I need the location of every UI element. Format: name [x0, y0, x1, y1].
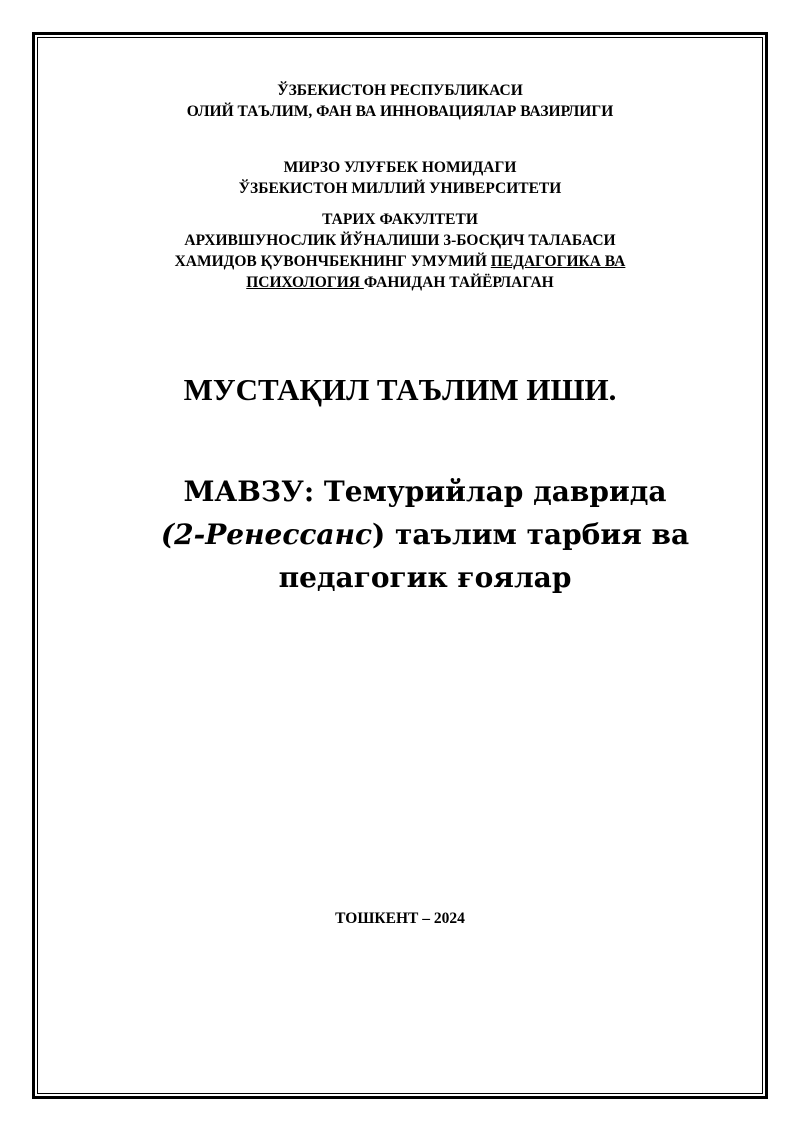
subject-line-suffix: ФАНИДАН ТАЙЁРЛАГАН	[363, 274, 554, 291]
student-line-prefix: ХАМИДОВ ҚУВОНЧБЕКНИНГ УМУМИЙ	[174, 253, 491, 270]
ministry-header	[40, 80, 760, 122]
university-name-line1: МИРЗО УЛУҒБЕК НОМИДАГИ	[283, 159, 517, 176]
topic-line2	[100, 513, 750, 556]
university-header	[40, 157, 760, 199]
student-line	[40, 251, 760, 272]
country-line: ЎЗБЕКИСТОН РЕСПУБЛИКАСИ	[277, 82, 523, 99]
topic-line2-rest: ) таълим тарбия ва	[372, 518, 690, 551]
topic-line3: педагогик ғоялар	[278, 561, 572, 594]
subject-line	[40, 272, 760, 293]
subject-underlined-part2: ПСИХОЛОГИЯ	[246, 274, 364, 291]
ministry-line: ОЛИЙ ТАЪЛИМ, ФАН ВА ИННОВАЦИЯЛАР ВАЗИРЛИГИ	[186, 103, 614, 120]
subject-underlined-part1: ПЕДАГОГИКА ВА	[490, 253, 626, 270]
topic-italic: (2-Ренессанс	[160, 518, 373, 551]
topic-line1: МАВЗУ: Темурийлар даврида	[183, 475, 667, 508]
city-year-footer: ТОШКЕНТ – 2024	[335, 910, 465, 927]
department-line: АРХИВШУНОСЛИК ЙЎНАЛИШИ 3-БОСҚИЧ ТАЛАБАСИ	[184, 232, 616, 249]
topic-block	[100, 470, 750, 599]
university-name-line2: ЎЗБЕКИСТОН МИЛЛИЙ УНИВЕРСИТЕТИ	[238, 180, 562, 197]
faculty-line: ТАРИХ ФАКУЛТЕТИ	[322, 211, 478, 228]
document-title: МУСТАҚИЛ ТАЪЛИМ ИШИ.	[183, 372, 617, 407]
faculty-header	[40, 209, 760, 293]
